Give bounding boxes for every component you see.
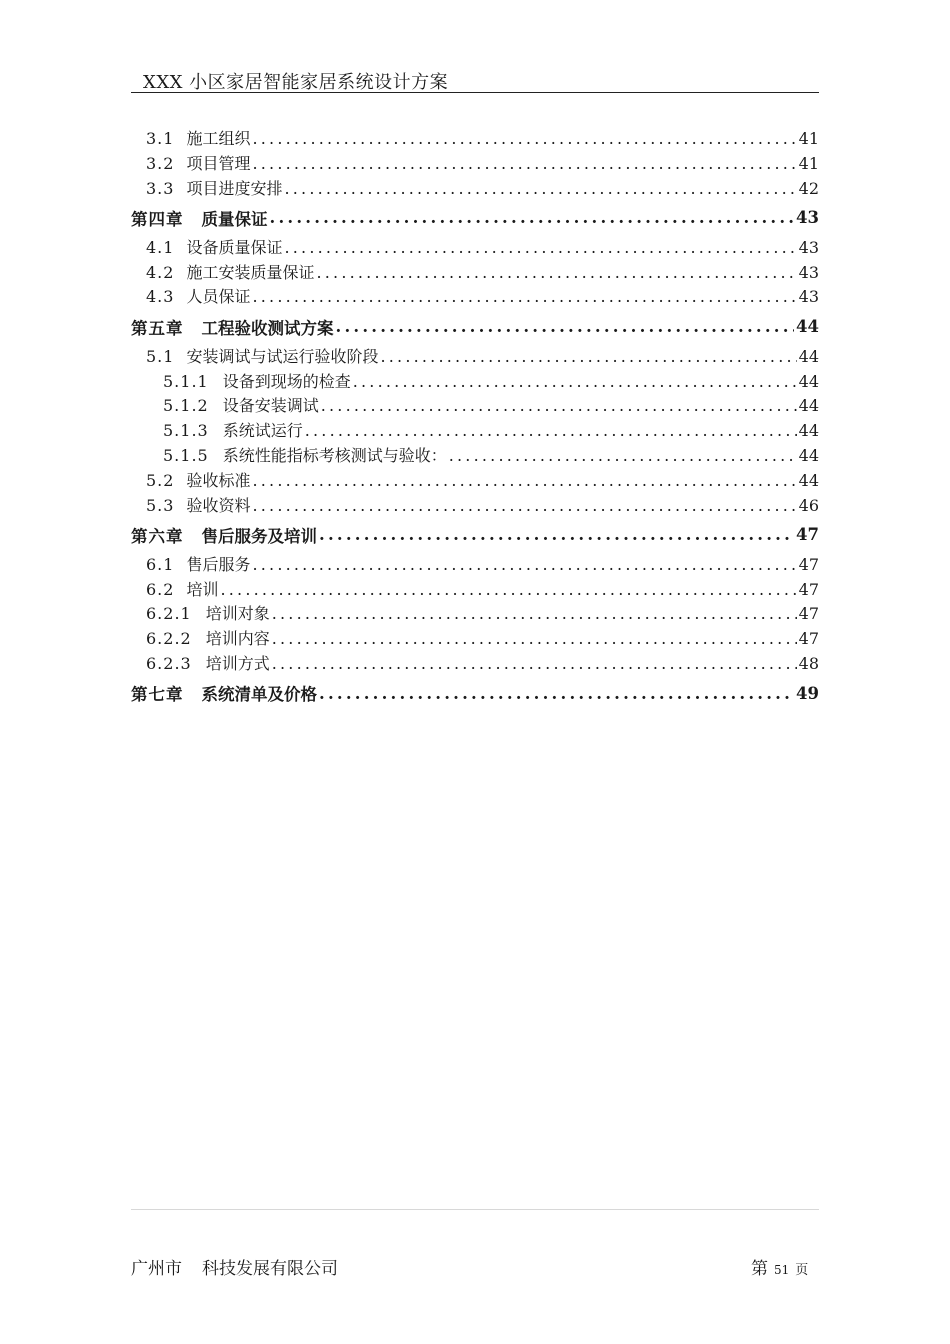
toc-dot-leader <box>380 347 796 366</box>
toc-dot-leader <box>305 421 797 440</box>
toc-entry-number: 6.2.3 <box>146 654 192 674</box>
footer-divider <box>131 1209 819 1210</box>
toc-entry-label: 工程验收测试方案 <box>201 318 334 338</box>
toc-entry-label: 验收标准 <box>186 470 251 490</box>
toc-entry-page: 41 <box>798 153 819 173</box>
toc-chapter-entry[interactable] <box>131 200 819 235</box>
toc-entry-number: 6.2.1 <box>146 604 192 624</box>
toc-entry-page: 44 <box>798 371 819 391</box>
toc-entry-label: 培训方式 <box>205 654 270 674</box>
toc-entry[interactable] <box>131 651 819 676</box>
toc-entry[interactable] <box>131 626 819 651</box>
toc-entry-page: 47 <box>798 579 819 599</box>
toc-dot-leader <box>252 471 796 490</box>
toc-dot-leader <box>284 238 796 257</box>
toc-entry-page: 42 <box>798 178 819 198</box>
toc-entry[interactable] <box>131 260 819 285</box>
toc-dot-leader <box>272 654 797 673</box>
page-header <box>131 64 819 93</box>
toc-entry-label: 验收资料 <box>186 495 251 515</box>
toc-dot-leader <box>252 287 796 306</box>
page-suffix: 页 <box>795 1263 809 1278</box>
footer-company <box>131 1254 338 1279</box>
toc-dot-leader <box>272 629 797 648</box>
toc-entry-page: 44 <box>798 346 819 366</box>
toc-dot-leader <box>220 580 796 599</box>
toc-entry-page: 43 <box>798 287 819 307</box>
toc-entry-number: 4.1 <box>146 237 175 257</box>
page-number: 51 <box>774 1263 790 1277</box>
toc-entry-page: 43 <box>796 208 819 228</box>
toc-chapter-entry[interactable] <box>131 309 819 344</box>
toc-entry-page: 48 <box>798 654 819 674</box>
toc-entry-number: 5.1.5 <box>163 445 209 465</box>
toc-dot-leader <box>284 179 796 198</box>
toc-entry-number: 3.1 <box>146 129 175 148</box>
toc-entry-page: 43 <box>798 237 819 257</box>
toc-entry-label: 项目管理 <box>186 153 251 173</box>
toc-entry-page: 47 <box>798 604 819 624</box>
footer-page-indicator <box>751 1254 808 1279</box>
toc-entry-page: 49 <box>796 683 819 703</box>
toc-entry-label: 培训 <box>186 579 219 599</box>
toc-dot-leader <box>252 496 796 515</box>
toc-entry-number: 第五章 <box>131 318 184 338</box>
page-prefix: 第 <box>751 1259 768 1279</box>
toc-entry[interactable] <box>131 284 819 309</box>
toc-entry-number: 3.3 <box>146 178 175 198</box>
toc-entry-page: 47 <box>796 525 819 545</box>
toc-dot-leader <box>316 263 796 282</box>
toc-dot-leader <box>252 555 796 574</box>
toc-entry-number: 4.2 <box>146 262 175 282</box>
footer-city: 广州市 <box>131 1259 182 1279</box>
toc-entry[interactable] <box>131 126 819 151</box>
toc-entry-label: 项目进度安排 <box>186 178 283 198</box>
toc-entry-number: 4.3 <box>146 287 175 307</box>
toc-entry-label: 售后服务 <box>186 554 251 574</box>
toc-entry-number: 6.1 <box>146 554 175 574</box>
toc-entry-number: 5.1.1 <box>163 371 209 391</box>
toc-entry[interactable] <box>131 493 819 518</box>
toc-entry-label: 设备安装调试 <box>222 396 319 416</box>
toc-dot-leader <box>319 525 794 544</box>
toc-entry-number: 第七章 <box>131 685 184 705</box>
toc-entry-number: 6.2.2 <box>146 629 192 649</box>
toc-entry-number: 第四章 <box>131 209 184 229</box>
toc-entry-number: 5.1.2 <box>163 396 209 416</box>
toc-dot-leader <box>319 684 794 703</box>
toc-entry[interactable] <box>131 344 819 369</box>
toc-entry-number: 5.1 <box>146 346 175 366</box>
toc-entry-page: 41 <box>798 129 819 148</box>
toc-entry[interactable] <box>131 601 819 626</box>
toc-entry-number: 5.2 <box>146 470 175 490</box>
toc-entry-page: 44 <box>798 421 819 441</box>
footer-company-name: 科技发展有限公司 <box>202 1259 338 1279</box>
toc-entry-label: 培训内容 <box>205 629 270 649</box>
toc-dot-leader <box>353 372 797 391</box>
toc-entry-page: 46 <box>798 495 819 515</box>
toc-entry-label: 设备质量保证 <box>186 237 283 257</box>
toc-entry-number: 3.2 <box>146 153 175 173</box>
toc-entry[interactable] <box>131 393 819 418</box>
toc-chapter-entry[interactable] <box>131 676 819 711</box>
toc-entry-label: 培训对象 <box>205 604 270 624</box>
toc-entry-page: 44 <box>798 396 819 416</box>
toc-dot-leader <box>252 129 796 148</box>
toc-entry-page: 44 <box>796 317 819 337</box>
toc-entry-page: 44 <box>798 470 819 490</box>
toc-entry-label: 售后服务及培训 <box>201 526 317 546</box>
toc-entry[interactable] <box>131 443 819 468</box>
toc-entry[interactable] <box>131 552 819 577</box>
toc-entry[interactable] <box>131 418 819 443</box>
toc-entry[interactable] <box>131 468 819 493</box>
toc-entry[interactable] <box>131 369 819 394</box>
toc-entry-page: 44 <box>798 445 819 465</box>
toc-dot-leader <box>321 396 797 415</box>
toc-entry-label: 质量保证 <box>201 209 268 229</box>
toc-entry-number: 6.2 <box>146 579 175 599</box>
toc-entry-label: 施工安装质量保证 <box>186 262 315 282</box>
toc-entry-page: 47 <box>798 629 819 649</box>
toc-entry-label: 系统性能指标考核测试与验收： <box>222 445 447 465</box>
toc-entry-label: 人员保证 <box>186 287 251 307</box>
toc-dot-leader <box>272 604 797 623</box>
toc-entry[interactable] <box>131 176 819 201</box>
toc-entry-number: 5.3 <box>146 495 175 515</box>
toc-entry[interactable] <box>131 577 819 602</box>
toc-chapter-entry[interactable] <box>131 517 819 552</box>
toc-entry-number: 第六章 <box>131 526 184 546</box>
table-of-contents <box>131 126 819 710</box>
toc-entry-page: 43 <box>798 262 819 282</box>
toc-dot-leader <box>336 317 795 336</box>
toc-entry-label: 安装调试与试运行验收阶段 <box>186 346 379 366</box>
toc-entry-page: 47 <box>798 554 819 574</box>
toc-dot-leader <box>449 446 797 465</box>
toc-entry-label: 系统试运行 <box>222 421 303 441</box>
toc-entry[interactable] <box>131 151 819 176</box>
toc-entry-label: 系统清单及价格 <box>201 685 317 705</box>
document-title: XXX 小区家居智能家居系统设计方案 <box>143 72 449 93</box>
toc-entry[interactable] <box>131 235 819 260</box>
toc-entry-number: 5.1.3 <box>163 421 209 441</box>
toc-dot-leader <box>252 154 796 173</box>
toc-entry-label: 设备到现场的检查 <box>222 371 351 391</box>
toc-entry-label: 施工组织 <box>186 129 251 148</box>
toc-dot-leader <box>270 208 795 227</box>
